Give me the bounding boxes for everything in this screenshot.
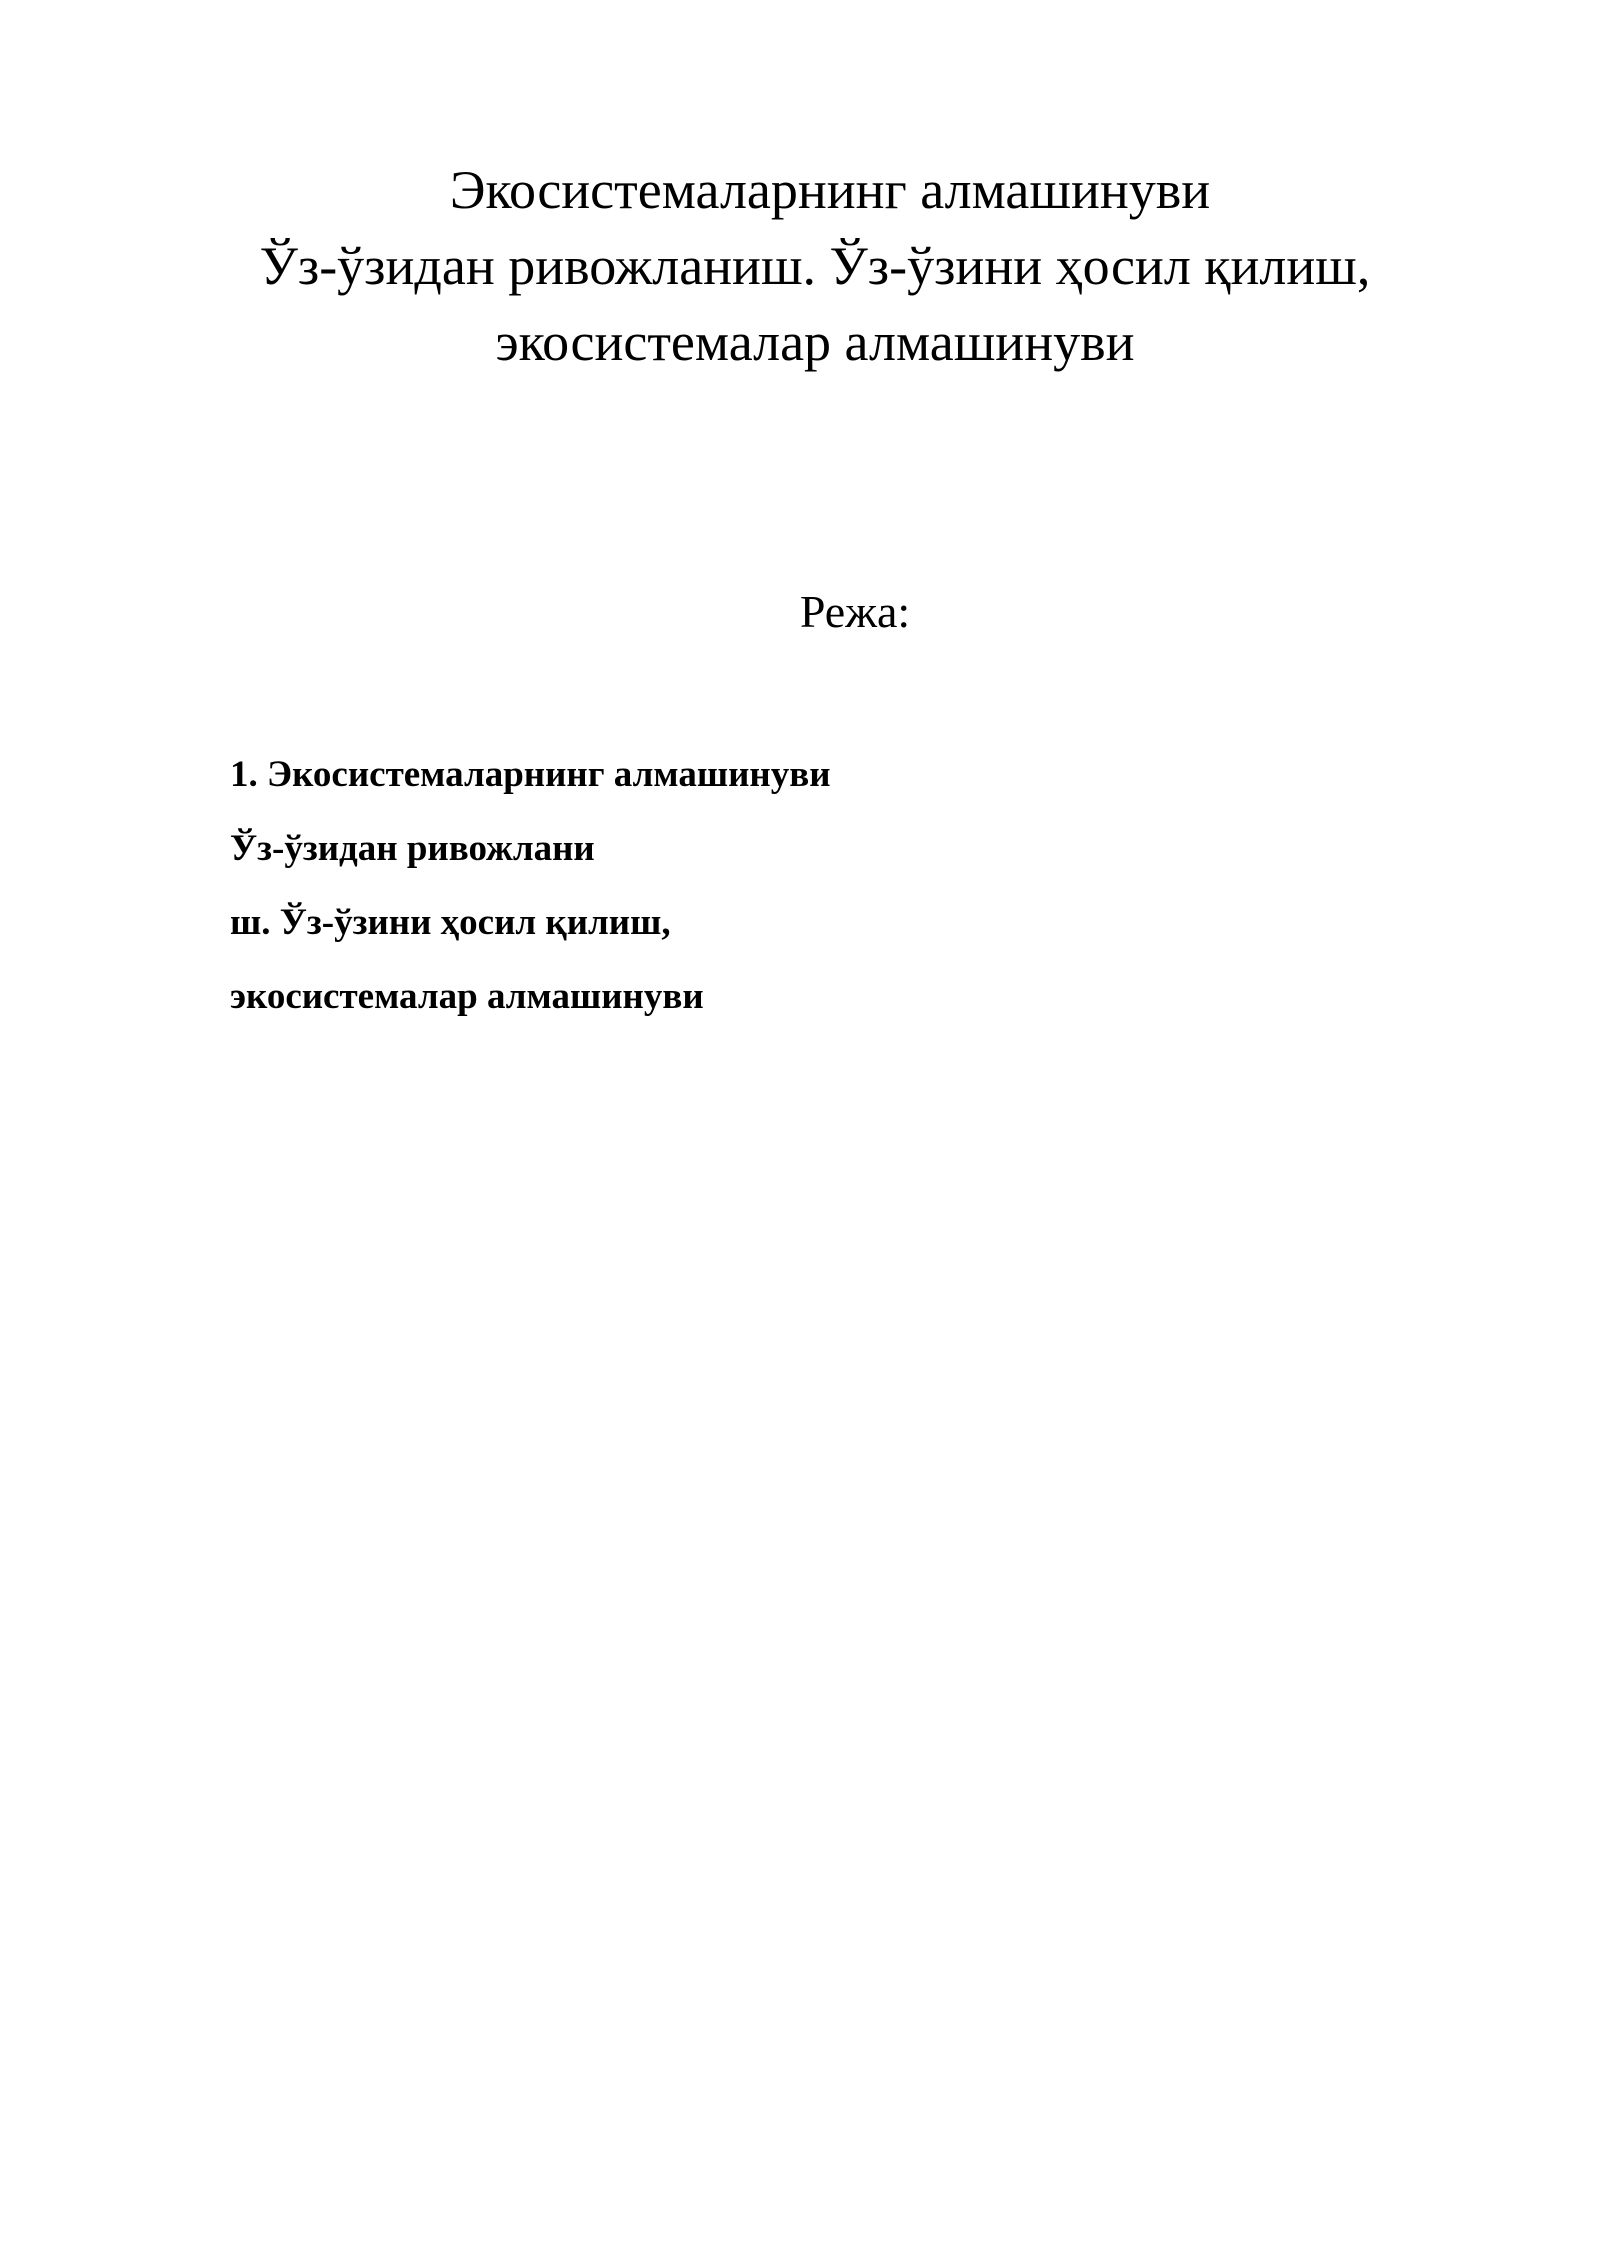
title-line-1: Экосистемаларнинг алмашинуви xyxy=(449,160,1211,220)
plan-line-3: ш. Ўз-ўзини ҳосил қилиш, xyxy=(230,902,671,943)
plan-line-1: 1. Экосистемаларнинг алмашинуви xyxy=(230,754,831,795)
document-title xyxy=(0,152,1600,380)
plan-line-4: экосистемалар алмашинуви xyxy=(230,976,704,1017)
plan-list xyxy=(230,738,1430,1034)
title-line-3: экосистемалар алмашинуви xyxy=(495,312,1135,372)
plan-heading: Режа: xyxy=(799,586,911,637)
title-line-2: Ўз-ўзидан ривожланиш. Ўз-ўзини ҳосил қилиш, xyxy=(259,236,1371,296)
plan-line-2: Ўз-ўзидан ривожлани xyxy=(230,828,595,869)
